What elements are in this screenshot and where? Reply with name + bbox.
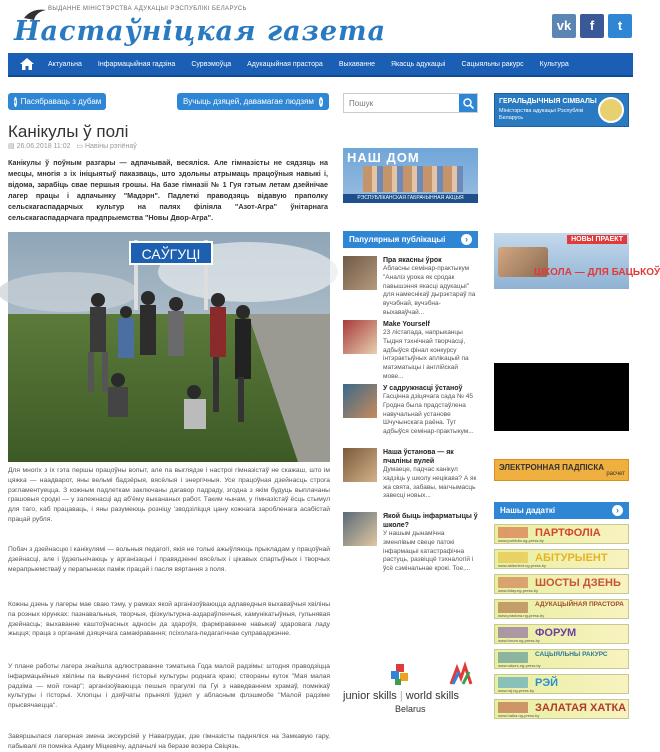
nav-item-vyhavanne[interactable]: Выхаванне [338, 60, 375, 68]
supplement-thumb [498, 577, 528, 588]
supplements-widget [494, 502, 629, 719]
article-photo [8, 232, 330, 462]
popular-item[interactable]: Якой быць інфарматыцы ў школе? У нашым дынамічна зменлівым свеце патокі інфармацыі катастрафічна растуць, развіццё тэхналогій і ўсё сэмінальнае крокі. Тое,... [343, 512, 478, 568]
twitter-icon[interactable]: t [608, 14, 632, 38]
supplement-thumb [498, 702, 528, 713]
search-icon [463, 98, 474, 109]
chevron-right-icon[interactable]: › [612, 505, 623, 516]
nav-item-kultura[interactable]: Культура [539, 60, 569, 68]
popular-thumb [343, 320, 377, 354]
video-placeholder[interactable] [494, 363, 629, 431]
article-lead: Канікулы ў поўным разгары — адпачывай, весяліся. Але гімназісты не сядзяць на месцы, многія з іх ініцыятыў паказваць, што здольны атрымаць працоўныя навыкі і, відома, зарабіць свае першыя грошы. На базе гімназіі № 1 Гуя гэтым летам дзейнічае лагер працы і адпачынку "Мадэрн". Падлеткі праводзяць відавую праполку сельскагаспадарчых культур на палях філіяла "Азот-Агра" ўнітарнага сельскагаспадарчага прадпрыемства "Новы Двор-Агра". [8, 158, 328, 222]
main-nav [8, 53, 633, 77]
school-parents-banner[interactable]: НОВЫ ПРАЕКТ ШКОЛА — ДЛЯ БАЦЬКОЎ [494, 233, 629, 289]
home-icon[interactable] [14, 52, 40, 76]
supplement-thumb [498, 627, 528, 638]
skills-left-text: junior skills [343, 690, 397, 702]
popular-item[interactable]: Make Yourself 23 лістапада, напрыканцы Тыдня тэхнічнай творчасці, адбыўся фінал конкурсу інтэрактыўных аплікацый па матэматыцы і англійскай мове... [343, 320, 478, 376]
vk-icon[interactable]: vk [552, 14, 576, 38]
logo-title: Настаўніцкая газета [14, 16, 387, 47]
supplement-banner[interactable]: ФОРУМ www.forum.ng-press.by [494, 624, 629, 644]
supplement-banner[interactable]: ШОСТЫ ДЗЕНЬ www.6day.ng-press.by [494, 574, 629, 594]
nav-item-inf-gadzina[interactable]: Інфармацыйная гадзіна [97, 60, 176, 68]
site-logo[interactable] [8, 4, 387, 50]
popular-thumb [343, 384, 377, 418]
popular-item[interactable]: У садружнасці ўстаноў Гасцінна дзіцячага сада № 45 Гродна была прадстаўлена навучальнай установе Шчучынскага раёна. Тут адбыўся семінар-практыкум... [343, 384, 478, 440]
supplement-thumb [498, 677, 528, 688]
popular-item[interactable]: Пра якасны ўрок Абласны семінар-практыкум "Аналіз урока як сродак павышэння якасці адукацыі" для намеснікаў дырэктараў па вучэбнай, вучэбна-выхаваўчай... [343, 256, 478, 312]
article-paragraph: Побач з дзейнасцю і канікулямі — вольныя педагогі, якія не толькі ажыўляюць прыкладам у працоўнай дзейнасці, але і ўдзельнічаюць у арганізацыі і правядзенні вясёлых і цікавых спартыўных і творчых мерапрыемстваў у перапынках паміж працай і пасля вяртання з поля. [8, 546, 330, 573]
article-category[interactable]: Навіны рэгіёнаў [84, 143, 137, 150]
popular-thumb [343, 512, 377, 546]
popular-thumb [343, 256, 377, 290]
supplement-thumb [498, 552, 528, 563]
next-article-button[interactable]: Вучыць дзяцей, давамагае людзям › [177, 93, 329, 110]
article-paragraph: У плане работы лагера знайшла адлюстраванне тэматыка Года малой радзімы: штодня праводзіцца інфармацыйныя хвіліны па вывучэнні гісторыі культуры роднага краю; створаны куток "Мая малая радзіма — мой гонар"; арганізоўваюцца пешыя прагулкі па Гуі з наведваннем храмаў, помнікаў культуры і гісторыі. Хлопцы і дзяўчаты прынялі ўдзел у абласным флэшмобе "Малой радзіме прысвячаецца". [8, 663, 330, 710]
article-date: 26.06.2018 11:02 [16, 143, 71, 150]
supplement-thumb [498, 652, 528, 663]
nav-item-yakasts[interactable]: Якасць адукацыі [391, 60, 446, 68]
article-meta [8, 142, 137, 150]
logo-tagline: ВЫДАННЕ МІНІСТЭРСТВА АДУКАЦЫІ РЭСПУБЛІКІ БЕЛАРУСЬ [48, 6, 247, 12]
nav-item-survemovtsa[interactable]: Сурвэмоўца [191, 60, 232, 68]
arrow-right-icon: › [319, 96, 323, 106]
prev-article-button[interactable]: ‹ Пасябраваць з дубам [8, 93, 106, 110]
folder-icon: ▭ [76, 143, 84, 150]
heraldic-banner[interactable]: ГЕРАЛЬДЫЧНЫЯ СІМВАЛЫ Міністэрства адукацыі Рэспублікі Беларусь [494, 93, 629, 127]
supplement-thumb [498, 602, 528, 613]
popular-thumb [343, 448, 377, 482]
skills-country: Belarus [395, 704, 426, 714]
skills-right-logo [449, 664, 473, 686]
search-input[interactable] [344, 94, 459, 112]
calendar-icon: ▤ [8, 143, 15, 150]
popular-item[interactable]: Наша ўстанова — як пчаліны вулей Думаеце, падчас канікул хадзіць у школу нецікава? А як жа свята, забавы, магчымасць завесці новых... [343, 448, 478, 504]
road-sign-text: САЎГУЦІ [141, 246, 201, 262]
popular-widget [343, 231, 478, 573]
popular-header: Папулярныя публікацыі › [343, 231, 478, 248]
article-paragraph: Завяршылася лагерная змена экскурсіяй у Навагрудак, дзе гімназісты падняліся на Замкавую гару, пабывалі ля помніка Адаму Міцкевічу, адпачылі на беразе возера Свіцязь. [8, 733, 330, 750]
nav-item-prastora[interactable]: Адукацыйная прастора [247, 60, 323, 68]
nash-dom-banner[interactable]: НАШ ДОМ РЭСПУБЛІКАНСКАЯ ГАБРАЧЫННАЯ АКЦЫЯ [343, 148, 478, 203]
supplement-banner[interactable]: САЦЫЯЛЬНЫ РАКУРС www.rakurs.ng-press.by [494, 649, 629, 669]
supplement-banner[interactable]: РЭЙ www.raj.ng-press.by [494, 674, 629, 694]
search-button[interactable] [459, 94, 477, 112]
subscription-banner[interactable]: ЭЛЕКТРОННАЯ ПАДПІСКА расчет [494, 459, 629, 481]
supplement-banner[interactable]: АБІТУРЫЕНТ www.abiturient.ng-press.by [494, 549, 629, 569]
supplement-banner[interactable]: ПАРТФОЛІА www.portfolio.ng-press.by [494, 524, 629, 544]
skills-right-text: world skills [405, 690, 459, 702]
supplement-thumb [498, 527, 528, 538]
arrow-left-icon: ‹ [14, 96, 17, 106]
supplements-header: Нашы дадаткі › [494, 502, 629, 519]
skills-left-logo [391, 664, 409, 686]
chevron-right-icon[interactable]: › [461, 234, 472, 245]
article-title: Канікулы ў полі [8, 122, 129, 141]
emblem-icon [598, 97, 624, 123]
facebook-icon[interactable]: f [580, 14, 604, 38]
article-paragraph: Для многіх з іх гэта першы працоўны вопыт, але па выглядзе і настроі гімназістаў не скажаш, што ім цяжка — наадварот, яны вельмі бадзёрыя, вясёлыя і энергічныя. Усе працоўная дзейнасць строга рэгламентуецца. З кожным падлеткам заключаны дагавор падраду, згодна з якім будуць выплачаны грашовыя сродкі — у залежнасці ад аб'ёму выкананых работ. Таким чынам, у гімназістаў ёсць стымул для таго, каб працаваць, і яны разумеюць розніцу 'зводзіліцця цану кожнага заробленага асабістай працай рубля. [8, 467, 330, 523]
supplement-banner[interactable]: АДУКАЦЫЙНАЯ ПРАСТОРА www.prastora.ng-press.by [494, 599, 629, 619]
nav-item-rakurs[interactable]: Сацыяльны ракурс [461, 60, 524, 68]
article-paragraph: Кожны дзень у лагеры мае сваю тэму, у рамках якой арганізоўваюцца адпаведныя выхаваўчыя хвіліны па розных кірунках: пазнавальныя, творчыя, фізкультурна-аздараўленчыя, камунікатыўныя, гульнявая дзейнасць; выхаванне каштоўнасных адносін да здароўя, фарміраванне навыкаў здаровага ладу жыцця; праца з органамі дзяцячага самакіравання; псіхолага-педагагічнае суправаджэнне. [8, 601, 330, 638]
nav-item-aktualna[interactable]: Актуальна [48, 60, 82, 68]
supplement-banner[interactable]: ЗАЛАТАЯ ХАТКА www.hatka.ng-press.by [494, 699, 629, 719]
search-box [343, 93, 478, 113]
worldskills-banner[interactable]: junior skills | world skills Belarus [343, 660, 478, 722]
